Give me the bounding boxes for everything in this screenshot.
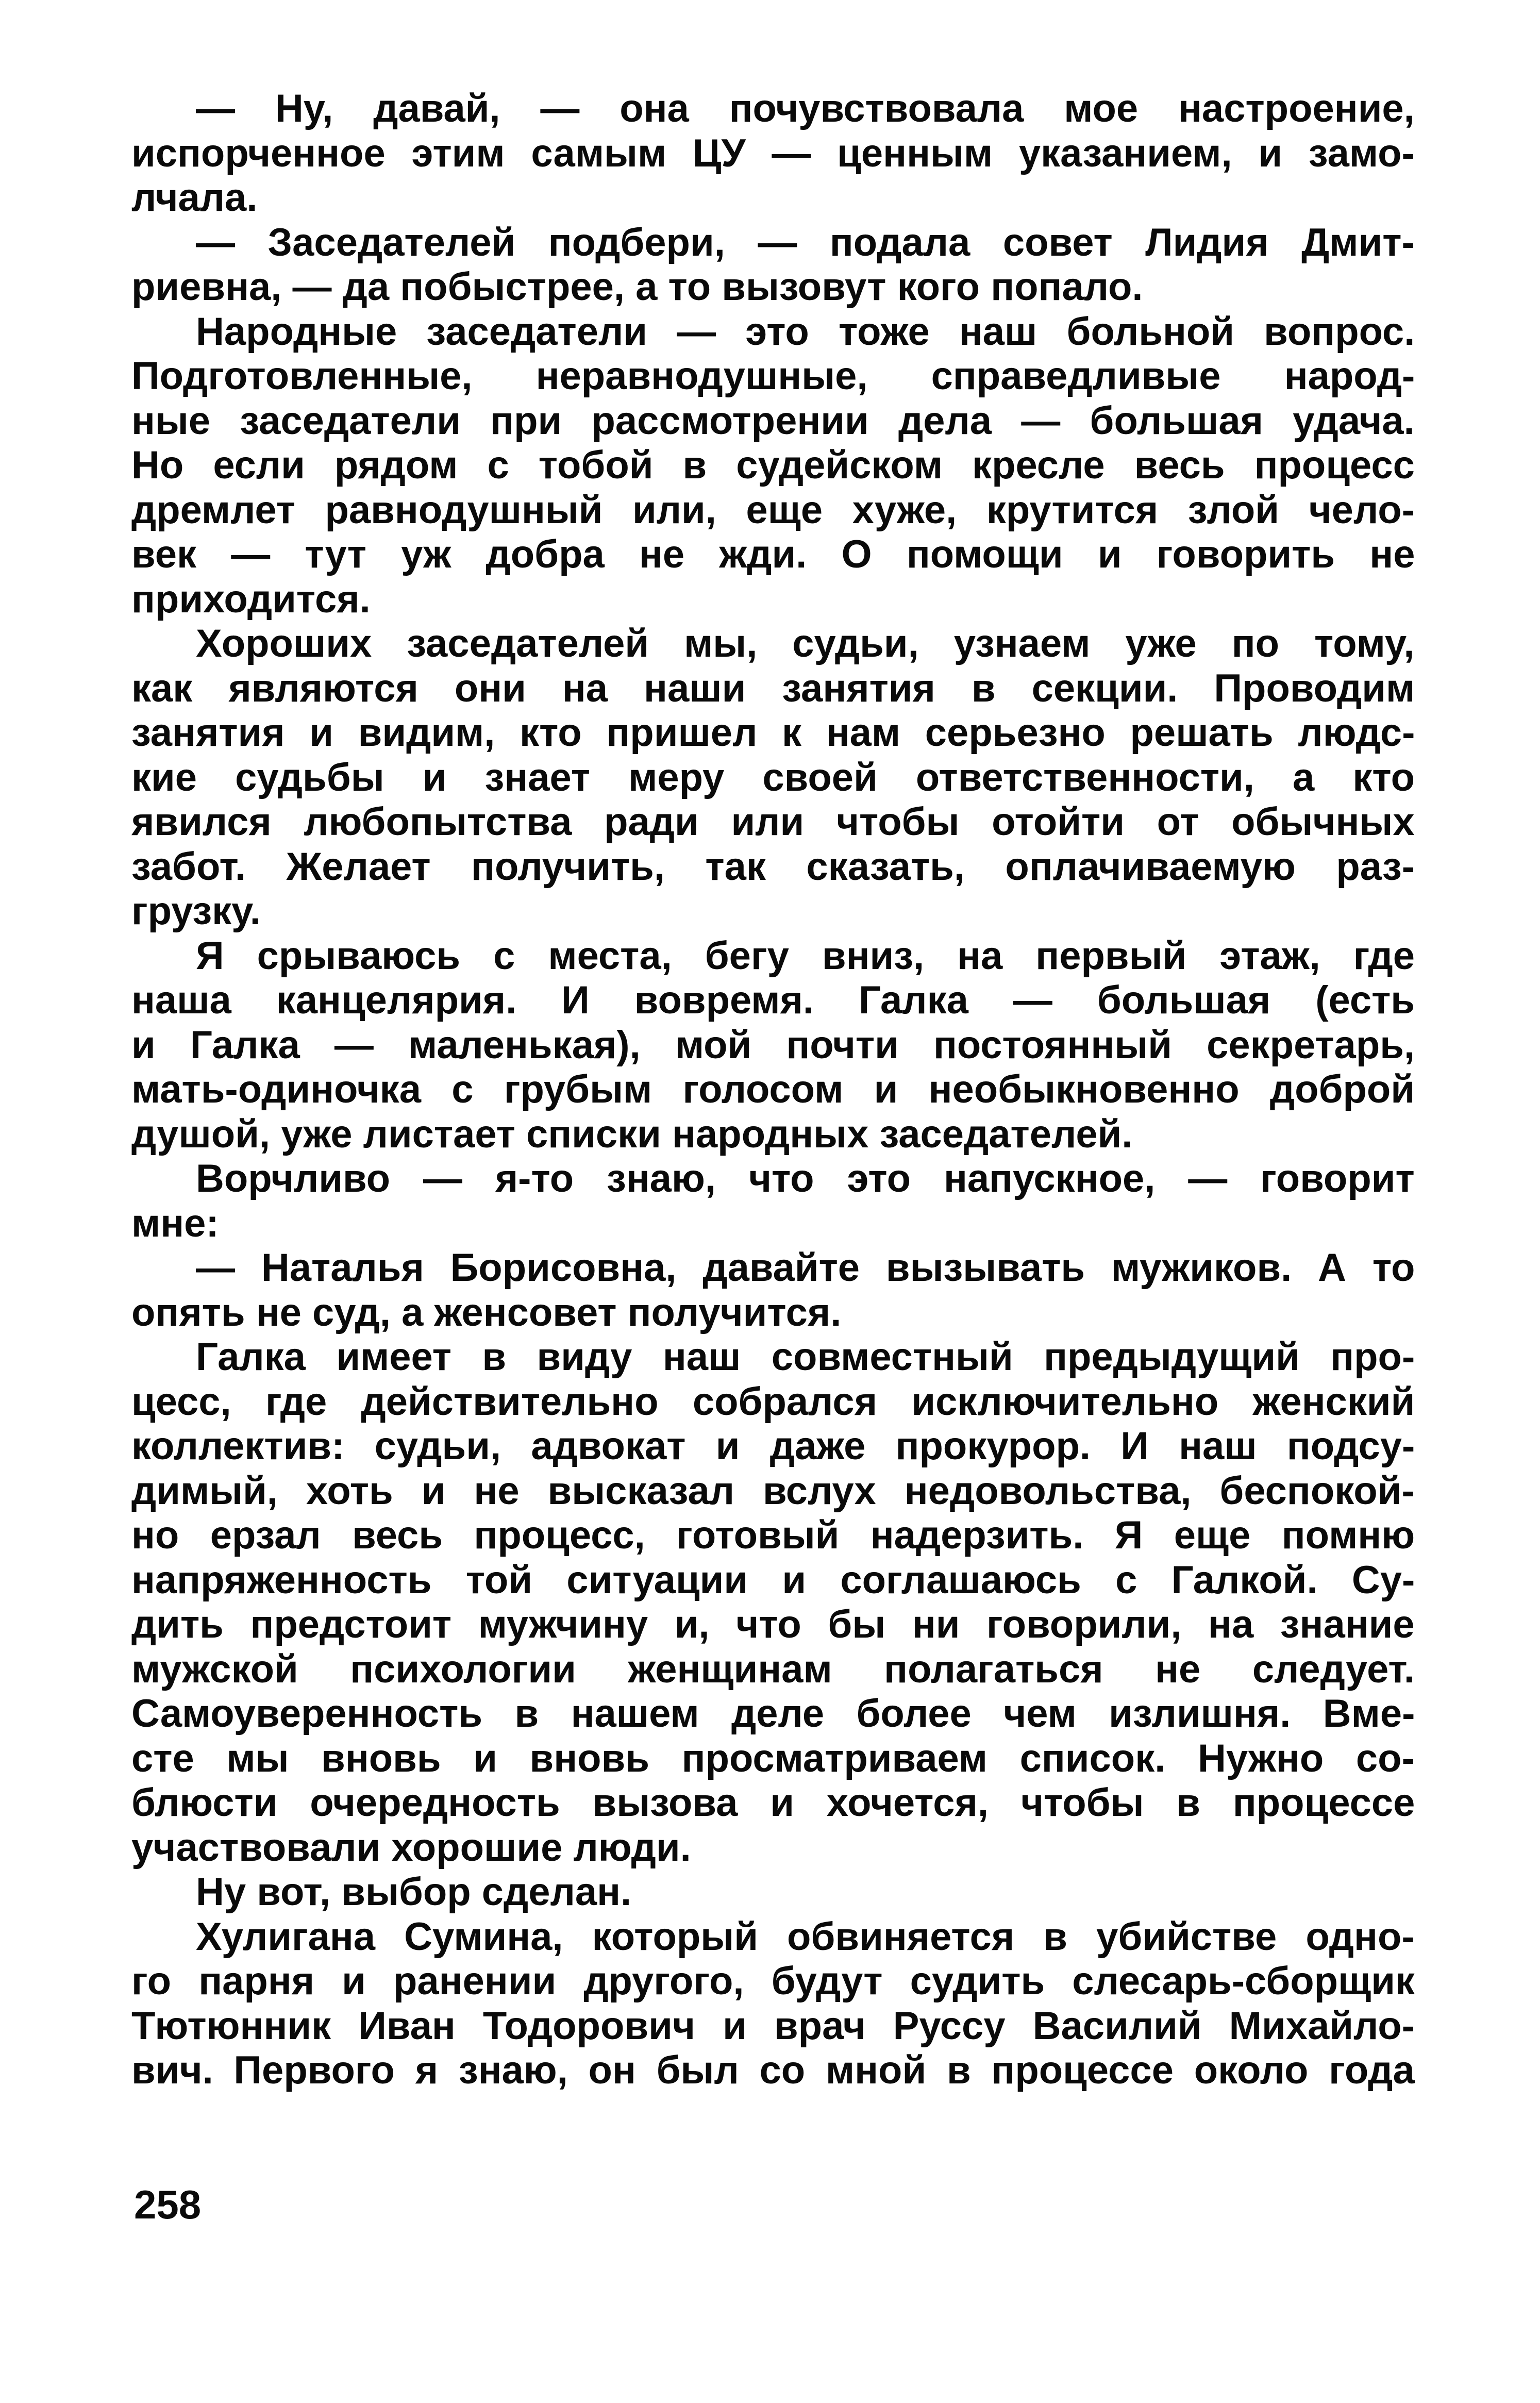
- text-line: и Галка — маленькая), мой почти постоянный секретарь,: [131, 1023, 1415, 1067]
- text-line: душой, уже листает списки народных заседателей.: [131, 1112, 1133, 1156]
- paragraph: [131, 1915, 1415, 2093]
- paragraph: [131, 622, 1415, 934]
- text-line: димый, хоть и не высказал вслух недовольства, беспокой-: [131, 1468, 1415, 1513]
- text-line: наша канцелярия. И вовремя. Галка — большая (есть: [131, 978, 1415, 1022]
- paragraph: [131, 310, 1415, 622]
- text-line: грузку.: [131, 889, 261, 933]
- text-line: го парня и ранении другого, будут судить слесарь-сборщик: [131, 1959, 1415, 2003]
- text-line: — Наталья Борисовна, давайте вызывать мужиков. А то: [196, 1246, 1415, 1290]
- text-line: Народные заседатели — это тоже наш больной вопрос.: [196, 309, 1415, 354]
- text-line: Подготовленные, неравнодушные, справедливые народ-: [131, 354, 1415, 398]
- text-line: Но если рядом с тобой в судейском кресле весь процесс: [131, 443, 1415, 487]
- text-line: участвовали хорошие люди.: [131, 1825, 691, 1870]
- text-line: блюсти очередность вызова и хочется, чтобы в процессе: [131, 1781, 1415, 1825]
- text-line: век — тут уж добра не жди. О помощи и говорить не: [131, 532, 1415, 576]
- text-line: Галка имеет в виду наш совместный предыдущий про-: [196, 1335, 1415, 1379]
- text-line: Я срываюсь с места, бегу вниз, на первый этаж, где: [196, 933, 1415, 978]
- text-line: явился любопытства ради или чтобы отойти от обычных: [131, 800, 1415, 844]
- paragraph: [131, 1870, 1415, 1915]
- paragraph: [131, 221, 1415, 310]
- text-line: Тютюнник Иван Тодорович и врач Руссу Василий Михайло-: [131, 2004, 1415, 2048]
- paragraph: [131, 1157, 1415, 1246]
- text-line: приходится.: [131, 577, 371, 621]
- text-line: — Заседателей подбери, — подала совет Лидия Дмит-: [196, 220, 1415, 264]
- text-line: сте мы вновь и вновь просматриваем список. Нужно со-: [131, 1736, 1415, 1780]
- paragraph: [131, 87, 1415, 221]
- text-line: вич. Первого я знаю, он был со мной в процессе около года: [131, 2048, 1415, 2092]
- text-line: Ну вот, выбор сделан.: [196, 1870, 632, 1914]
- text-line: дить предстоит мужчину и, что бы ни говорили, на знание: [131, 1603, 1415, 1646]
- text-line: занятия и видим, кто пришел к нам серьезно решать людс-: [131, 711, 1415, 755]
- text-line: ные заседатели при рассмотрении дела — большая удача.: [131, 398, 1415, 443]
- text-line: мужской психологии женщинам полагаться не следует.: [131, 1647, 1415, 1691]
- text-line: забот. Желает получить, так сказать, оплачиваемую раз-: [131, 844, 1415, 889]
- text-line: опять не суд, а женсовет получится.: [131, 1290, 842, 1334]
- text-line: мне:: [131, 1201, 219, 1245]
- paragraph: [131, 934, 1415, 1157]
- text-line: риевна, — да побыстрее, а то вызовут кого попало.: [131, 265, 1143, 309]
- text-line: коллектив: судьи, адвокат и даже прокурор. И наш подсу-: [131, 1424, 1415, 1468]
- text-line: — Ну, давай, — она почувствовала мое настроение,: [196, 87, 1415, 130]
- text-line: Хороших заседателей мы, судьи, узнаем уже по тому,: [196, 622, 1415, 665]
- paragraph: [131, 1246, 1415, 1335]
- text-line: напряженность той ситуации и соглашаюсь с Галкой. Су-: [131, 1558, 1415, 1602]
- page-number: 258: [134, 2182, 202, 2227]
- text-line: кие судьбы и знает меру своей ответственности, а кто: [131, 755, 1415, 799]
- text-line: как являются они на наши занятия в секции. Проводим: [131, 666, 1415, 710]
- book-page-text: [131, 87, 1415, 2093]
- text-line: Ворчливо — я-то знаю, что это напускное, — говорит: [196, 1157, 1415, 1200]
- text-line: мать-одиночка с грубым голосом и необыкновенно доброй: [131, 1067, 1415, 1111]
- text-line: лчала.: [131, 176, 258, 220]
- text-line: Хулигана Сумина, который обвиняется в убийстве одно-: [196, 1914, 1415, 1959]
- text-line: дремлет равнодушный или, еще хуже, крутится злой чело-: [131, 488, 1415, 532]
- paragraph: [131, 1335, 1415, 1870]
- text-line: но ерзал весь процесс, готовый надерзить. Я еще помню: [131, 1513, 1415, 1557]
- text-line: цесс, где действительно собрался исключительно женский: [131, 1379, 1415, 1424]
- text-line: испорченное этим самым ЦУ — ценным указанием, и замо-: [131, 131, 1415, 175]
- text-line: Самоуверенность в нашем деле более чем излишня. Вме-: [131, 1692, 1415, 1736]
